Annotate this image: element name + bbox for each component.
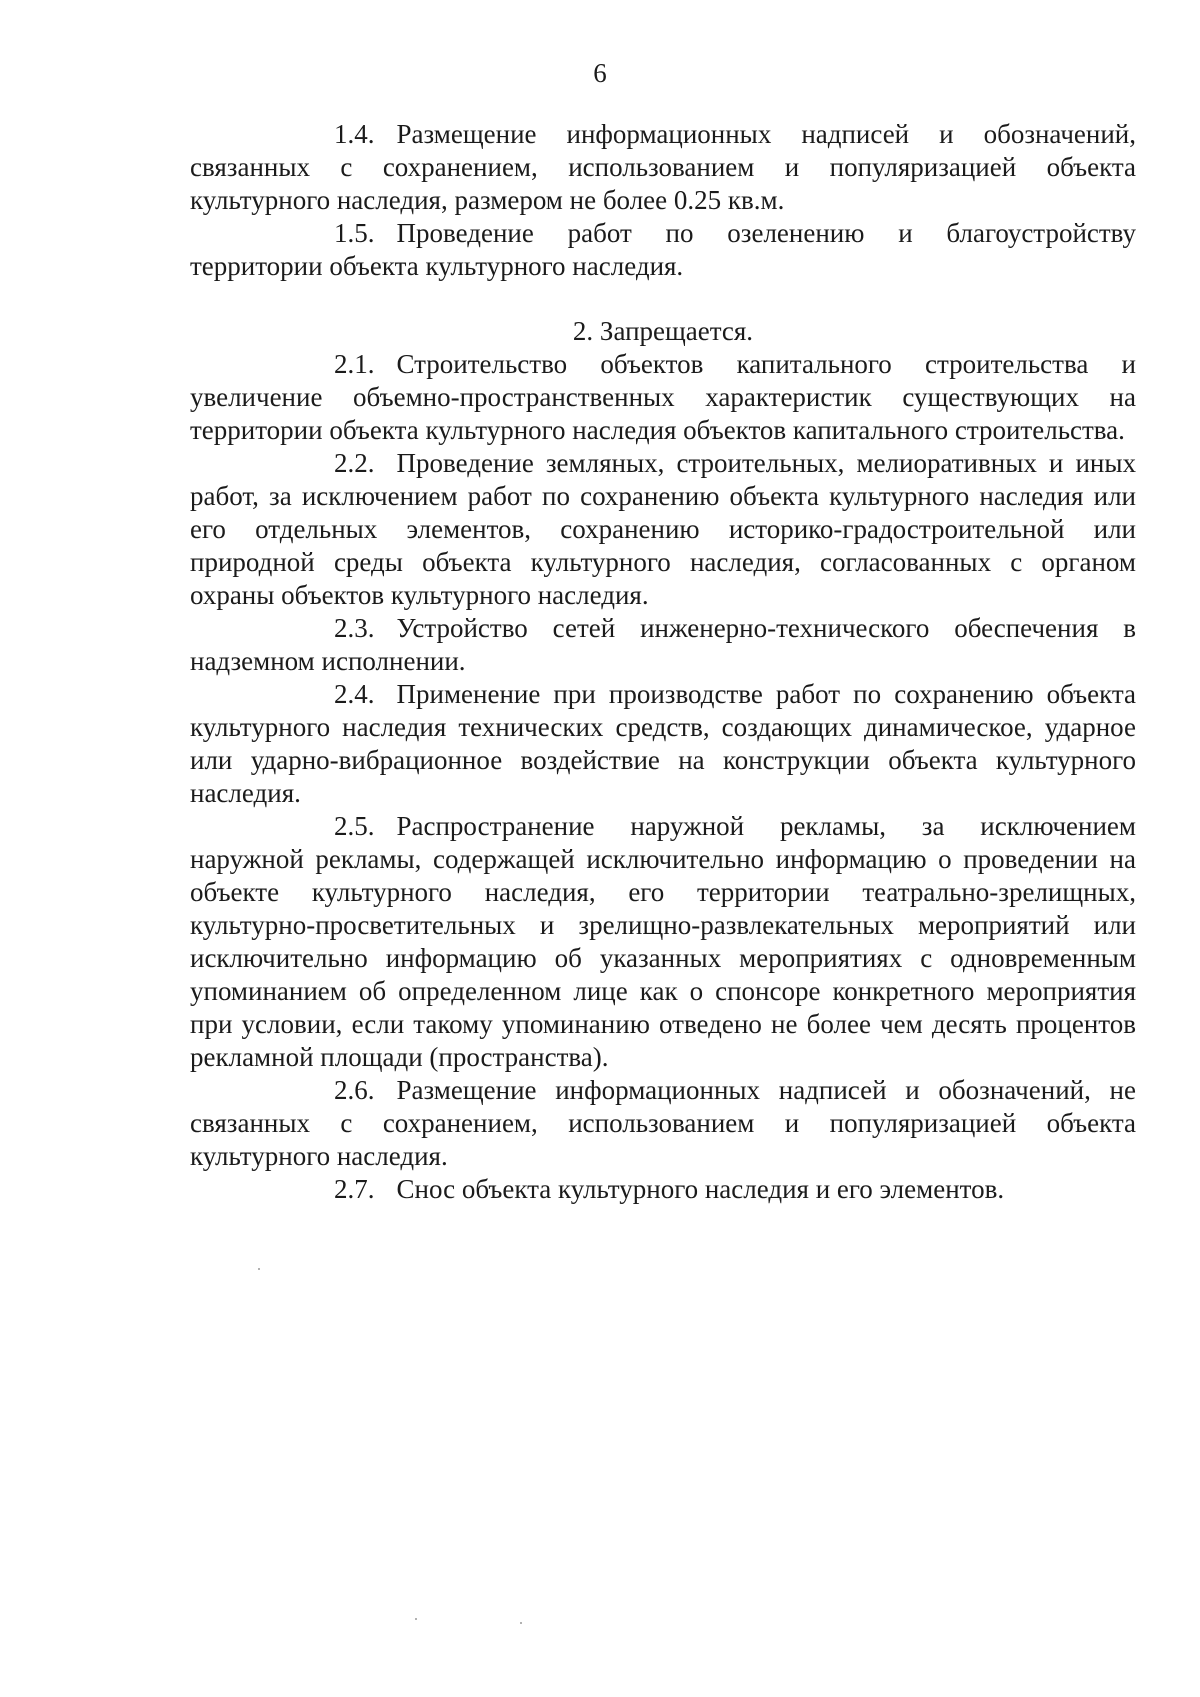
clause-text: Применение при производстве работ по сохранению объекта культурного наследия технических средств, создающих динамическое, ударное или ударно-вибрационное воздействие на конструкции объекта культурного наследия. bbox=[190, 679, 1136, 808]
document-body bbox=[190, 118, 1136, 1206]
clause-text: Размещение информационных надписей и обозначений, не связанных с сохранением, использованием и популяризацией объекта культурного наследия. bbox=[190, 1075, 1136, 1171]
clause-1-5 bbox=[190, 217, 1136, 283]
clause-text: Проведение земляных, строительных, мелиоративных и иных работ, за исключением работ по сохранению объекта культурного наследия или его отдельных элементов, сохранению историко-градостроительной или природной среды объекта культурного наследия, согласованных с органом охраны объектов культурного наследия. bbox=[190, 448, 1136, 610]
clause-text: Строительство объектов капитального строительства и увеличение объемно-пространственных характеристик существующих на территории объекта культурного наследия объектов капитального строительства. bbox=[190, 349, 1136, 445]
clause-2-4 bbox=[190, 678, 1136, 810]
clause-number: 2.5. bbox=[334, 811, 375, 841]
scan-speck bbox=[258, 1268, 260, 1270]
section-heading: 2. Запрещается. bbox=[572, 316, 754, 346]
clause-text: Проведение работ по озеленению и благоустройству территории объекта культурного наследия. bbox=[190, 218, 1136, 281]
clause-2-7 bbox=[190, 1173, 1136, 1206]
clause-text: Снос объекта культурного наследия и его элементов. bbox=[396, 1174, 1005, 1204]
clause-2-5 bbox=[190, 810, 1136, 1074]
clause-1-4 bbox=[190, 118, 1136, 217]
clause-text: Распространение наружной рекламы, за исключением наружной рекламы, содержащей исключительно информацию о проведении на объекте культурного наследия, его территории театрально-зрелищных, культурно-просветительных и зрелищно-развлекательных мероприятий или исключительно информацию об указанных мероприятиях с одновременным упоминанием об определенном лице как о спонсоре конкретного мероприятия при условии, если такому упоминанию отведено не более чем десять процентов рекламной площади (пространства). bbox=[190, 811, 1136, 1072]
clause-text: Устройство сетей инженерно-технического обеспечения в надземном исполнении. bbox=[190, 613, 1136, 676]
clause-number: 2.7. bbox=[334, 1174, 375, 1204]
scan-speck bbox=[520, 1622, 522, 1624]
clause-number: 2.4. bbox=[334, 679, 375, 709]
clause-number: 2.2. bbox=[334, 448, 375, 478]
clause-number: 1.4. bbox=[334, 119, 375, 149]
clause-number: 2.6. bbox=[334, 1075, 375, 1105]
clause-2-6 bbox=[190, 1074, 1136, 1173]
clause-2-2 bbox=[190, 447, 1136, 612]
clause-text: Размещение информационных надписей и обозначений, связанных с сохранением, использованием и популяризацией объекта культурного наследия, размером не более 0.25 кв.м. bbox=[190, 119, 1136, 215]
page-number: 6 bbox=[593, 58, 607, 88]
clause-number: 2.3. bbox=[334, 613, 375, 643]
clause-2-3 bbox=[190, 612, 1136, 678]
clause-number: 2.1. bbox=[334, 349, 375, 379]
clause-2-1 bbox=[190, 348, 1136, 447]
clause-number: 1.5. bbox=[334, 218, 375, 248]
scan-speck bbox=[415, 1618, 417, 1620]
